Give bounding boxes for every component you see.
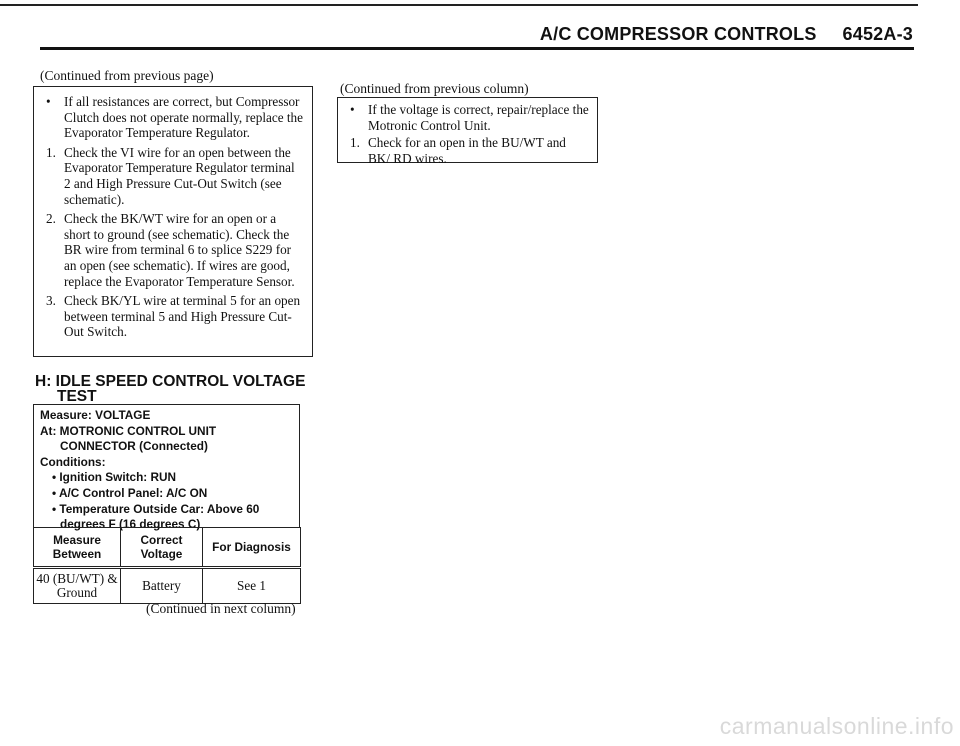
instruction-item — [38, 211, 304, 289]
test-title-line: H: IDLE SPEED CONTROL VOLTAGE — [35, 373, 306, 390]
instruction-item — [342, 135, 589, 166]
condition-item: • Temperature Outside Car: Above 60 — [52, 501, 260, 516]
step-marker: 1. — [46, 144, 56, 160]
table-header-row — [34, 528, 301, 568]
continued-from-note: (Continued from previous page) — [40, 68, 214, 83]
header-rule — [40, 47, 914, 50]
instruction-box-right — [337, 97, 598, 166]
at-label-cont: CONNECTOR (Connected) — [60, 439, 208, 454]
column-header-voltage: Correct Voltage — [121, 528, 203, 568]
step-marker: 3. — [46, 293, 56, 309]
test-conditions-box — [33, 404, 300, 532]
top-border-line — [0, 4, 918, 6]
measure-label: Measure: VOLTAGE — [40, 408, 151, 422]
condition-item-cont: degrees F (16 degrees C) — [60, 517, 201, 532]
step-marker: 2. — [46, 211, 56, 227]
at-label: At: MOTRONIC CONTROL UNIT — [40, 423, 217, 438]
column-header-diagnosis: For Diagnosis — [203, 528, 301, 568]
page-header — [540, 24, 913, 45]
table-row — [34, 568, 301, 604]
instruction-text: If all resistances are correct, but Compressor Clutch does not operate normally, replace the Evaporator Temperature Regulator. — [64, 94, 303, 141]
instruction-item — [38, 94, 304, 141]
instruction-text: Check the VI wire for an open between the Evaporator Temperature Regulator terminal 2 and High Pressure Cut-Out Switch (see schematic). — [64, 144, 295, 207]
bullet-marker: • — [46, 94, 51, 109]
page-number: 6452A-3 — [842, 24, 913, 44]
continued-next-note: (Continued in next column) — [146, 601, 296, 616]
instruction-item — [38, 145, 304, 207]
section-heading: A/C COMPRESSOR CONTROLS — [539, 24, 817, 44]
instruction-box — [33, 86, 313, 357]
instruction-text: If the voltage is correct, repair/replace the Motronic Control Unit. — [368, 102, 589, 133]
cell-voltage: Battery — [121, 568, 203, 604]
instruction-text: Check the BK/WT wire for an open or a short to ground (see schematic). Check the BR wire from terminal 6 to splice S229 for an open (see schematic). If wires are good, replace the Evaporator Temperature Sensor. — [64, 211, 295, 289]
column-header-measure: Measure Between — [34, 528, 121, 568]
instruction-text: Check for an open in the BU/WT and BK/ RD wires. — [368, 135, 566, 166]
step-marker: 1. — [350, 135, 360, 151]
instruction-item — [342, 102, 589, 133]
condition-item: • A/C Control Panel: A/C ON — [52, 485, 208, 500]
condition-item: • Ignition Switch: RUN — [52, 470, 177, 485]
cell-measure-between: 40 (BU/WT) & Ground — [34, 568, 121, 604]
bullet-marker: • — [350, 102, 355, 117]
test-title — [35, 374, 305, 404]
conditions-label: Conditions: — [40, 454, 106, 469]
continued-from-column-note: (Continued from previous column) — [340, 81, 529, 96]
test-title-line: TEST — [57, 388, 97, 405]
watermark-text: carmanualsonline.info — [719, 713, 954, 739]
diagnosis-table — [33, 527, 301, 604]
instruction-text: Check BK/YL wire at terminal 5 for an open between terminal 5 and High Pressure Cut-Out Switch. — [64, 293, 301, 340]
cell-diagnosis: See 1 — [203, 568, 301, 604]
instruction-item — [38, 293, 304, 340]
